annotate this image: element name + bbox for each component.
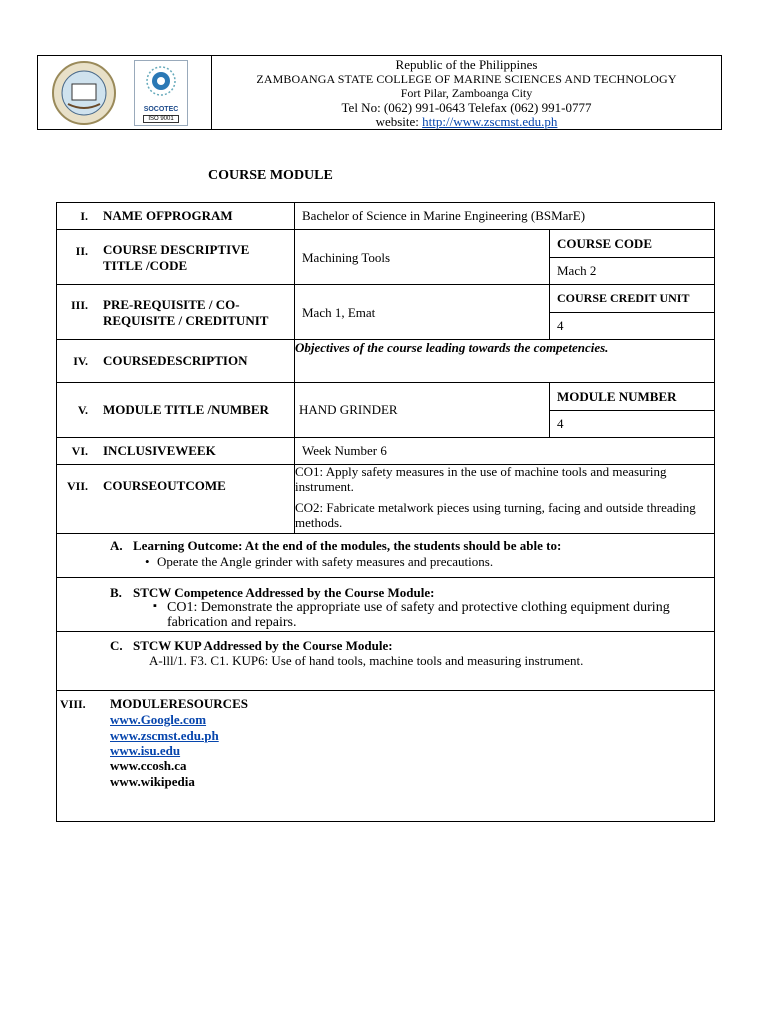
- row-number: I.: [80, 209, 88, 223]
- course-title-label: COURSE DESCRIPTIVE TITLE /CODE: [103, 242, 250, 273]
- socotec-icon: [135, 61, 187, 101]
- section-a-heading: Learning Outcome: At the end of the modules, the students should be able to:: [133, 538, 562, 553]
- resource-ccosh: www.ccosh.ca: [110, 758, 187, 773]
- program-label: NAME OFPROGRAM: [103, 208, 233, 223]
- section-c-letter: C.: [110, 638, 123, 653]
- prereq-value: Mach 1, Emat: [302, 305, 376, 320]
- section-b-letter: B.: [110, 585, 122, 600]
- description-value: Objectives of the course leading towards the competencies.: [295, 340, 609, 355]
- outcome-label: COURSEOUTCOME: [103, 478, 226, 493]
- resources-number: VIII.: [60, 697, 86, 711]
- section-a-item: • Operate the Angle grinder with safety measures and precautions.: [157, 554, 493, 570]
- module-label: MODULE TITLE /NUMBER: [103, 402, 269, 417]
- credit-unit-header: COURSE CREDIT UNIT: [557, 291, 690, 305]
- section-c-heading: STCW KUP Addressed by the Course Module:: [133, 638, 393, 653]
- website-line: [212, 115, 721, 130]
- address-line: Fort Pilar, Zamboanga City: [400, 85, 533, 100]
- resource-wikipedia: www.wikipedia: [110, 774, 195, 789]
- outcome-co2: CO2: Fabricate metalwork pieces using turning, facing and outside threading methods.: [295, 500, 696, 530]
- row-number: VII.: [66, 479, 88, 493]
- credit-unit-value-cell: [549, 312, 715, 340]
- iso-caption: ISO 9001: [143, 115, 179, 123]
- module-number-header: MODULE NUMBER: [557, 389, 677, 404]
- course-title-value: Machining Tools: [302, 250, 391, 265]
- section-b-heading: STCW Competence Addressed by the Course Module:: [133, 585, 435, 600]
- socotec-caption: SOCOTEC: [143, 106, 179, 113]
- resources-label: MODULERESOURCES: [110, 696, 248, 711]
- college-name: ZAMBOANGA STATE COLLEGE OF MARINE SCIENCES AND TECHNOLOGY: [256, 71, 677, 86]
- website-label: website:: [375, 114, 423, 130]
- row-number: III.: [70, 298, 88, 312]
- logo-area: [38, 56, 212, 129]
- row-outcome-label-cell: [56, 464, 295, 534]
- course-code-header: COURSE CODE: [557, 236, 652, 251]
- module-value: HAND GRINDER: [299, 402, 398, 417]
- resource-link-isu[interactable]: www.isu.edu: [110, 743, 181, 758]
- row-number: V.: [77, 403, 88, 417]
- row-number: II.: [75, 244, 88, 258]
- module-number-value: 4: [557, 416, 564, 431]
- row-number: IV.: [73, 354, 88, 368]
- resource-link-google[interactable]: www.Google.com: [110, 712, 207, 727]
- module-number-value-cell: [549, 410, 715, 438]
- row-number: VI.: [71, 444, 88, 458]
- socotec-logo: [134, 60, 188, 126]
- program-value: Bachelor of Science in Marine Engineering (BSMarE): [302, 208, 586, 223]
- outcome-co1: CO1: Apply safety measures in the use of machine tools and measuring instrument.: [295, 464, 667, 494]
- week-label: INCLUSIVEWEEK: [103, 443, 216, 458]
- section-b-item: ▪ CO1: Demonstrate the appropriate use of safety and protective clothing equipment during fabrication and repairs.: [167, 600, 697, 631]
- website-link[interactable]: http://www.zscmst.edu.ph: [422, 114, 558, 130]
- section-c-item: A-lll/1. F3. C1. KUP6: Use of hand tools, machine tools and measuring instrument.: [149, 653, 584, 668]
- letterhead: [37, 55, 722, 130]
- description-label: COURSEDESCRIPTION: [103, 353, 248, 368]
- course-code-value: Mach 2: [557, 263, 597, 278]
- page-title: COURSE MODULE: [208, 168, 333, 183]
- resource-link-zscmst[interactable]: www.zscmst.edu.ph: [110, 728, 219, 743]
- republic-line: Republic of the Philippines: [395, 57, 538, 72]
- credit-unit-value: 4: [557, 318, 564, 333]
- phone-line: Tel No: (062) 991-0643 Telefax (062) 991-0777: [341, 99, 592, 115]
- section-a-letter: A.: [110, 538, 123, 553]
- letterhead-text: [212, 56, 721, 129]
- prereq-label: PRE-REQUISITE / CO-REQUISITE / CREDITUNIT: [103, 297, 269, 328]
- week-value: Week Number 6: [302, 443, 387, 458]
